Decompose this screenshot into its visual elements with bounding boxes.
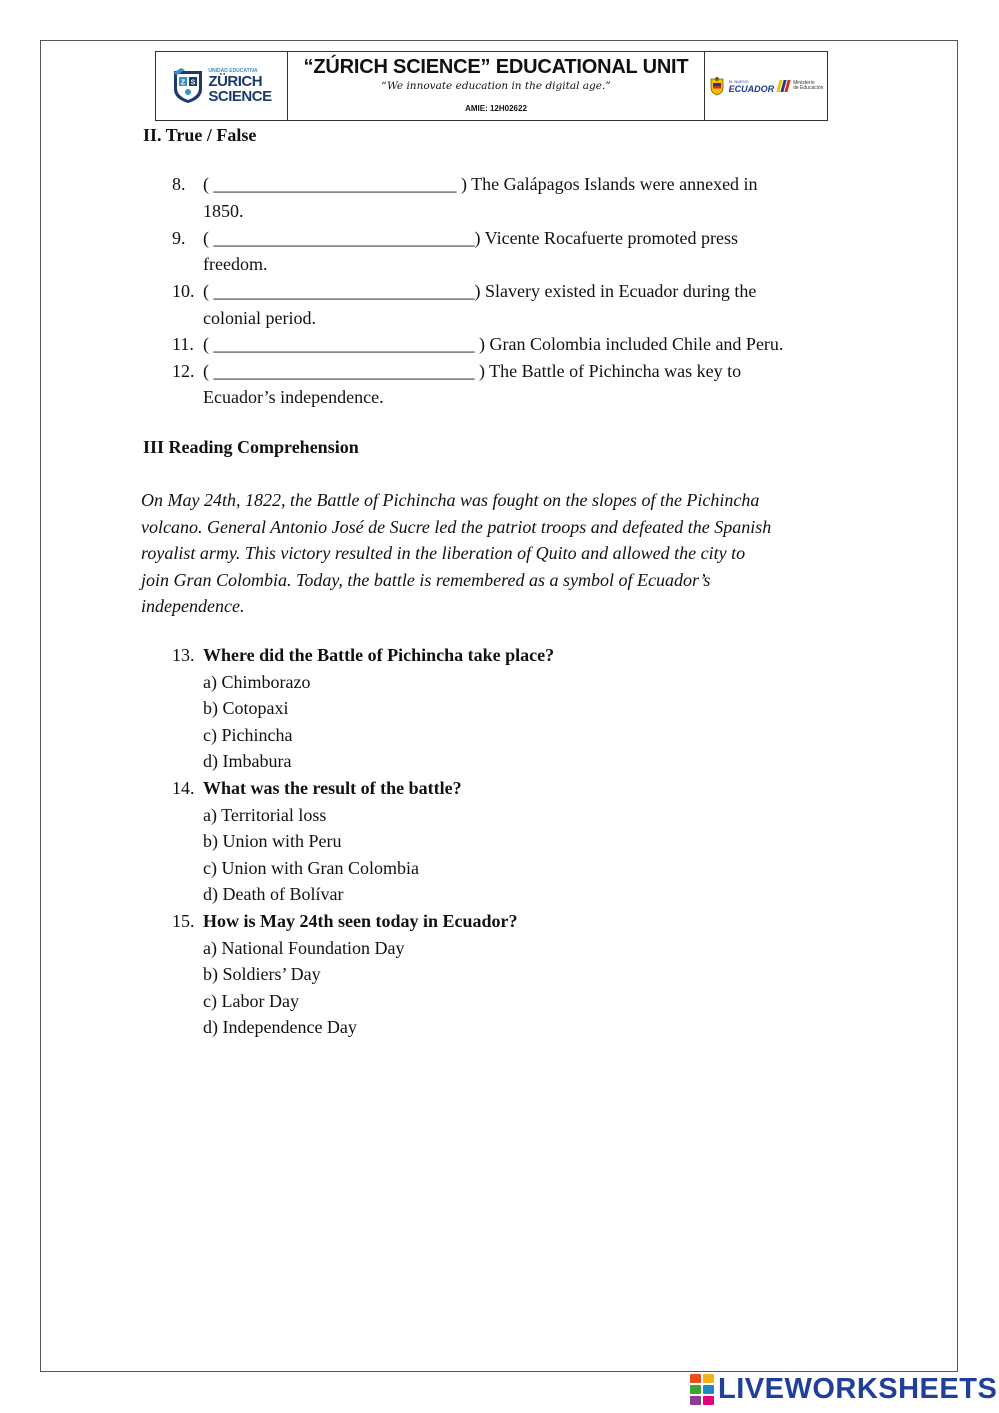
passage-line: royalist army. This victory resulted in the liberation of Quito and allowed the city to <box>141 543 746 564</box>
true-false-statement: ( _____________________________) Slavery existed in Ecuador during the <box>203 281 757 301</box>
gov-label: ECUADOR <box>728 83 775 94</box>
item-number: 9. <box>172 228 186 248</box>
logo-block <box>690 1396 701 1405</box>
ministry-label <box>793 81 823 92</box>
answer-option[interactable]: b) Soldiers’ Day <box>203 964 321 984</box>
true-false-statement: ( _____________________________ ) The Battle of Pichincha was key to <box>203 361 742 381</box>
svg-text:S: S <box>191 79 196 87</box>
passage-line: volcano. General Antonio José de Sucre led the patriot troops and defeated the Spanish <box>141 516 772 537</box>
answer-option[interactable]: c) Labor Day <box>203 991 299 1011</box>
question-number: 14. <box>172 778 195 798</box>
reading-passage <box>141 487 861 620</box>
item-number: 12. <box>172 361 195 381</box>
passage-line: On May 24th, 1822, the Battle of Pichincha was fought on the slopes of the Pichincha <box>141 490 760 510</box>
gov-small-label: EL NUEVO <box>728 78 749 84</box>
true-false-statement-cont: colonial period. <box>203 308 316 328</box>
answer-option[interactable]: d) Death of Bolívar <box>203 884 344 904</box>
school-header <box>155 51 828 121</box>
logo-block <box>690 1374 701 1383</box>
answer-option[interactable]: a) National Foundation Day <box>203 938 405 958</box>
ministry-line1: Ministerio <box>793 79 815 86</box>
answer-option[interactable]: c) Union with Gran Colombia <box>203 858 419 878</box>
item-number: 8. <box>172 174 186 194</box>
true-false-statement: ( ___________________________ ) The Galápagos Islands were annexed in <box>203 174 758 194</box>
item-number: 11. <box>172 334 194 354</box>
liveworksheets-brand[interactable] <box>690 1372 997 1406</box>
logo-line1: ZÜRICH <box>208 72 263 90</box>
school-logo-cell <box>156 52 288 120</box>
school-motto: “We innovate education in the digital age.” <box>381 80 611 92</box>
school-logo <box>171 67 271 105</box>
question-number: 15. <box>172 911 195 931</box>
question-text: How is May 24th seen today in Ecuador? <box>203 911 518 931</box>
logo-block <box>690 1385 701 1394</box>
question-text: What was the result of the battle? <box>203 778 462 798</box>
logo-block <box>703 1374 714 1383</box>
answer-option[interactable]: d) Imbabura <box>203 751 292 771</box>
section-true-false-title: II. True / False <box>143 125 257 145</box>
passage-line: independence. <box>141 596 245 617</box>
section-reading-title: III Reading Comprehension <box>143 437 359 457</box>
shield-icon <box>171 67 205 105</box>
coat-of-arms-icon <box>709 76 725 96</box>
true-false-statement-cont: freedom. <box>203 254 268 274</box>
question-text: Where did the Battle of Pichincha take place? <box>203 645 555 665</box>
liveworksheets-logo-icon <box>690 1374 714 1405</box>
true-false-statement: ( _____________________________) Vicente Rocafuerte promoted press <box>203 228 738 248</box>
school-title-cell <box>288 52 705 120</box>
passage-line: join Gran Colombia. Today, the battle is remembered as a symbol of Ecuador’s <box>141 569 711 590</box>
answer-option[interactable]: d) Independence Day <box>203 1017 357 1037</box>
answer-option[interactable]: a) Chimborazo <box>203 672 311 692</box>
true-false-statement-cont: Ecuador’s independence. <box>203 387 384 407</box>
amie-code: AMIE: 12H02622 <box>465 104 527 113</box>
answer-option[interactable]: a) Territorial loss <box>203 805 327 825</box>
true-false-statement-cont: 1850. <box>203 201 244 221</box>
true-false-statement: ( _____________________________ ) Gran Colombia included Chile and Peru. <box>203 334 784 354</box>
flag-stripes-icon <box>778 80 789 92</box>
government-logo-cell <box>705 52 827 120</box>
liveworksheets-wordmark: LIVEWORKSHEETS <box>718 1372 998 1405</box>
logo-block <box>703 1385 714 1394</box>
ministry-line2: de Educación <box>793 85 824 91</box>
logo-line2: SCIENCE <box>208 87 272 105</box>
school-logo-text <box>208 69 271 104</box>
item-number: 10. <box>172 281 195 301</box>
svg-text:Z: Z <box>181 79 186 87</box>
answer-option[interactable]: c) Pichincha <box>203 725 293 745</box>
logo-small-label: UNIDAD EDUCATIVA <box>208 67 258 74</box>
school-title: “ZÚRICH SCIENCE” EDUCATIONAL UNIT <box>303 56 689 78</box>
answer-option[interactable]: b) Union with Peru <box>203 831 342 851</box>
question-number: 13. <box>172 645 195 665</box>
logo-block <box>703 1396 714 1405</box>
answer-option[interactable]: b) Cotopaxi <box>203 698 289 718</box>
